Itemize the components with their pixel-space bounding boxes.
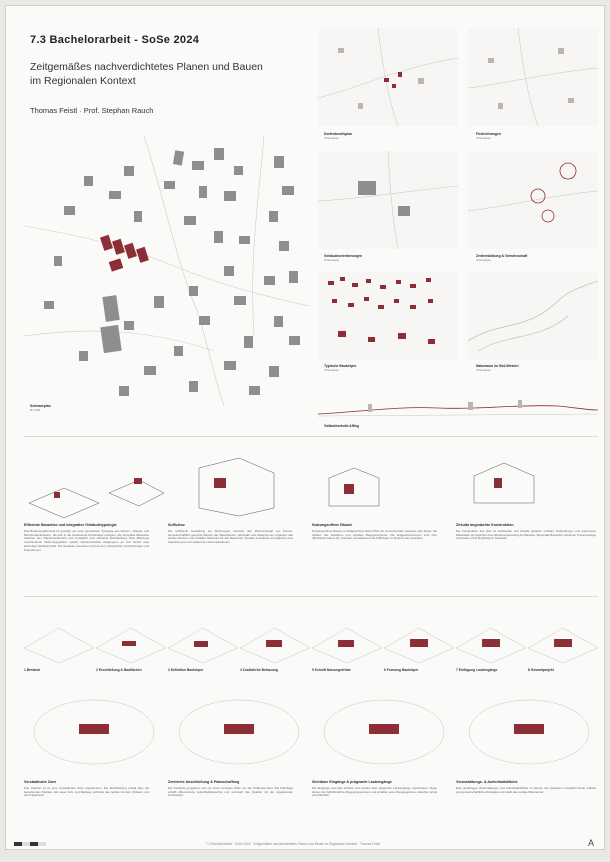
site-plan-scale: M 1:500 [30,408,41,412]
bottom-text-3: Die Eingänge sind klar sichtbar und werden über prägnante Laubengänge erschlossen. Diese dienen als halböffentliche Begegnungszonen und schaffen eine Übergangszone zwischen privat und öffentlich. [312,786,437,798]
analysis-map-3 [318,151,458,249]
site-plan-title: Schwarzplan [30,404,51,408]
poster [5,5,605,850]
divider-2 [24,596,598,597]
poster-subtitle-2: im Regionalen Kontext [30,75,136,87]
concept-title-3: Nutzungsoffene Räume [312,523,353,527]
step-label-3: 3 Definition Baukörper [168,668,204,672]
site-plan [24,136,309,406]
analysis-map-4 [468,151,598,249]
poster-subtitle-1: Zeitgemäßes nachverdichtetes Planen und Bauen [30,61,263,73]
step-diagrams [24,608,598,663]
poster-title: 7.3 Bachelorarbeit - SoSe 2024 [30,34,200,46]
step-label-4: 4 Zusätzliche Bebauung [240,668,278,672]
analysis-map-2 [468,28,598,126]
footer-text: 7.3 Bachelorarbeit · SoSe 2024 · Zeitgemäßes nachverdichtetes Planen und Bauen im Regionalen Kontext · Thomas Feistl [206,842,380,846]
step-label-8: 8 Gesamtprojekt [528,668,554,672]
concept-text-3: Nutzungsoffene Räume im Erdgeschoss bieten Platz für Gemeinschaft, Gewerbe oder Kultur. Sie stärken das Dorfleben und schaffen Begegnungsorte. Die Erdgeschosszonen sind zum öffentlichen Raum hin orientiert und aktivieren die Platzfolge im Zentrum des Quartiers. [312,529,437,541]
divider-1 [24,436,598,437]
analysis-caption-5: Typische Baukörper Ortsanalyse [324,364,357,372]
step-label-2: 2 Erschließung & Bauflächen [96,668,142,672]
analysis-caption-4: Zentrenbildung & Gemeinschaft Ortsanalyse [476,254,528,262]
terrain-section [318,384,598,424]
bottom-title-2: Zentrierte Anschließung & Platzschaffung [168,780,240,784]
concept-text-4: Die Konstruktion aus Holz ist rückbaubar und zirkulär gedacht. Lösbare Verbindungen und sortenreine Materialien ermöglichen eine Wiederverwendung der Bauteile. Regionale Baustoffe verkürzen Transportwege und binden CO2 langfristig im Gebäude. [456,529,596,541]
concept-title-4: Zirkulär angedachte Konstruktion [456,523,514,527]
site-plan-caption [30,404,51,412]
analysis-caption-2: Firstrichtungen Ortsanalyse [476,132,501,140]
concept-text-1: Das Bebauungskonzept ist geprägt von einer gemischten Typologie aus Reihen-, Doppel- und Mehrfamilienhäusern, die sich in die bestehende Dorfstruktur einfügen. Die kompakte Bauweise reduziert den Flächenverbrauch und ermöglicht eine effiziente Erschließung. Eine Mischung verschiedener Wohnungsgrößen spricht unterschiedliche Zielgruppen an und fördert eine lebendige Nachbarschaft. Die Gebäude orientieren sich an den ortstypischen Firstrichtungen und Proportionen. [24,529,149,552]
bottom-text-1: Das Quartier ist an eine vorstadtnahe Zone angebunden. Die Erschließung erfolgt über die bestehenden Straßen. Ein neuer Fuß- und Radweg verbindet das Gebiet mit dem Ortskern und dem Naturraum. [24,786,149,798]
bottom-title-4: Veranstaltungs- & Aufenthaltsfläche [456,780,518,784]
step-label-1: 1 Bestand [24,668,40,672]
analysis-caption-1: Dorfentwurfsplan Ortsanalyse [324,132,353,140]
concept-diagrams [24,448,598,518]
analysis-map-1 [318,28,458,126]
analysis-map-6 [468,271,598,359]
concept-title-1: Effiziente Bauweise und integrative Gebäudetypologie [24,523,117,527]
bottom-title-1: Vorstadtnahe Zone [24,780,57,784]
concept-text-2: Die suffiziente Gestaltung der Wohnungen reduziert den Flächenbedarf pro Person. Gemeinschaftlich genutzte Räume wie Waschküche, Werkstatt und Gästezimmer ergänzen das private Wohnen und schaffen Mehrwert für alle Bewohner. Flexible Grundrisse ermöglichen eine Anpassung an sich ändernde Lebenssituationen. [168,529,293,545]
bottom-title-3: Sichtbare Eingänge & prägnante Laubengänge [312,780,392,784]
step-label-6: 6 Formung Baukörper [384,668,419,672]
poster-authors: Thomas Feistl · Prof. Stephan Rauch [30,106,154,115]
footer-scale-bar [14,842,54,846]
analysis-map-5 [318,271,458,359]
analysis-caption-3: Gebäudeorientierungen Ortsanalyse [324,254,363,262]
bottom-diagrams [24,682,598,772]
analysis-caption-6: Naturraum im Süd-Westen Ortsanalyse [476,364,519,372]
step-label-5: 5 Schnitt Nutzungsfelder [312,668,351,672]
bottom-text-2: Die Gebäude gruppieren sich um einen zentralen Platz, der als Treffpunkt dient. Die Platzfolge schafft differenzierte Aufenthaltsbereiche und verknüpft das Quartier mit der umgebenden Dorfstruktur. [168,786,293,798]
terrain-caption: Geländeschnitt Affing [324,424,360,428]
bottom-text-4: Eine großzügige Veranstaltungs- und Aufenthaltsfläche im Herzen des Quartiers ermöglicht Feste, Märkte und gemeinschaftliche Aktivitäten und stärkt das soziale Miteinander. [456,786,596,794]
step-label-7: 7 Einfügung Laubengänge [456,668,498,672]
concept-title-2: Suffizienz [168,523,185,527]
footer-logo: A [588,838,595,848]
